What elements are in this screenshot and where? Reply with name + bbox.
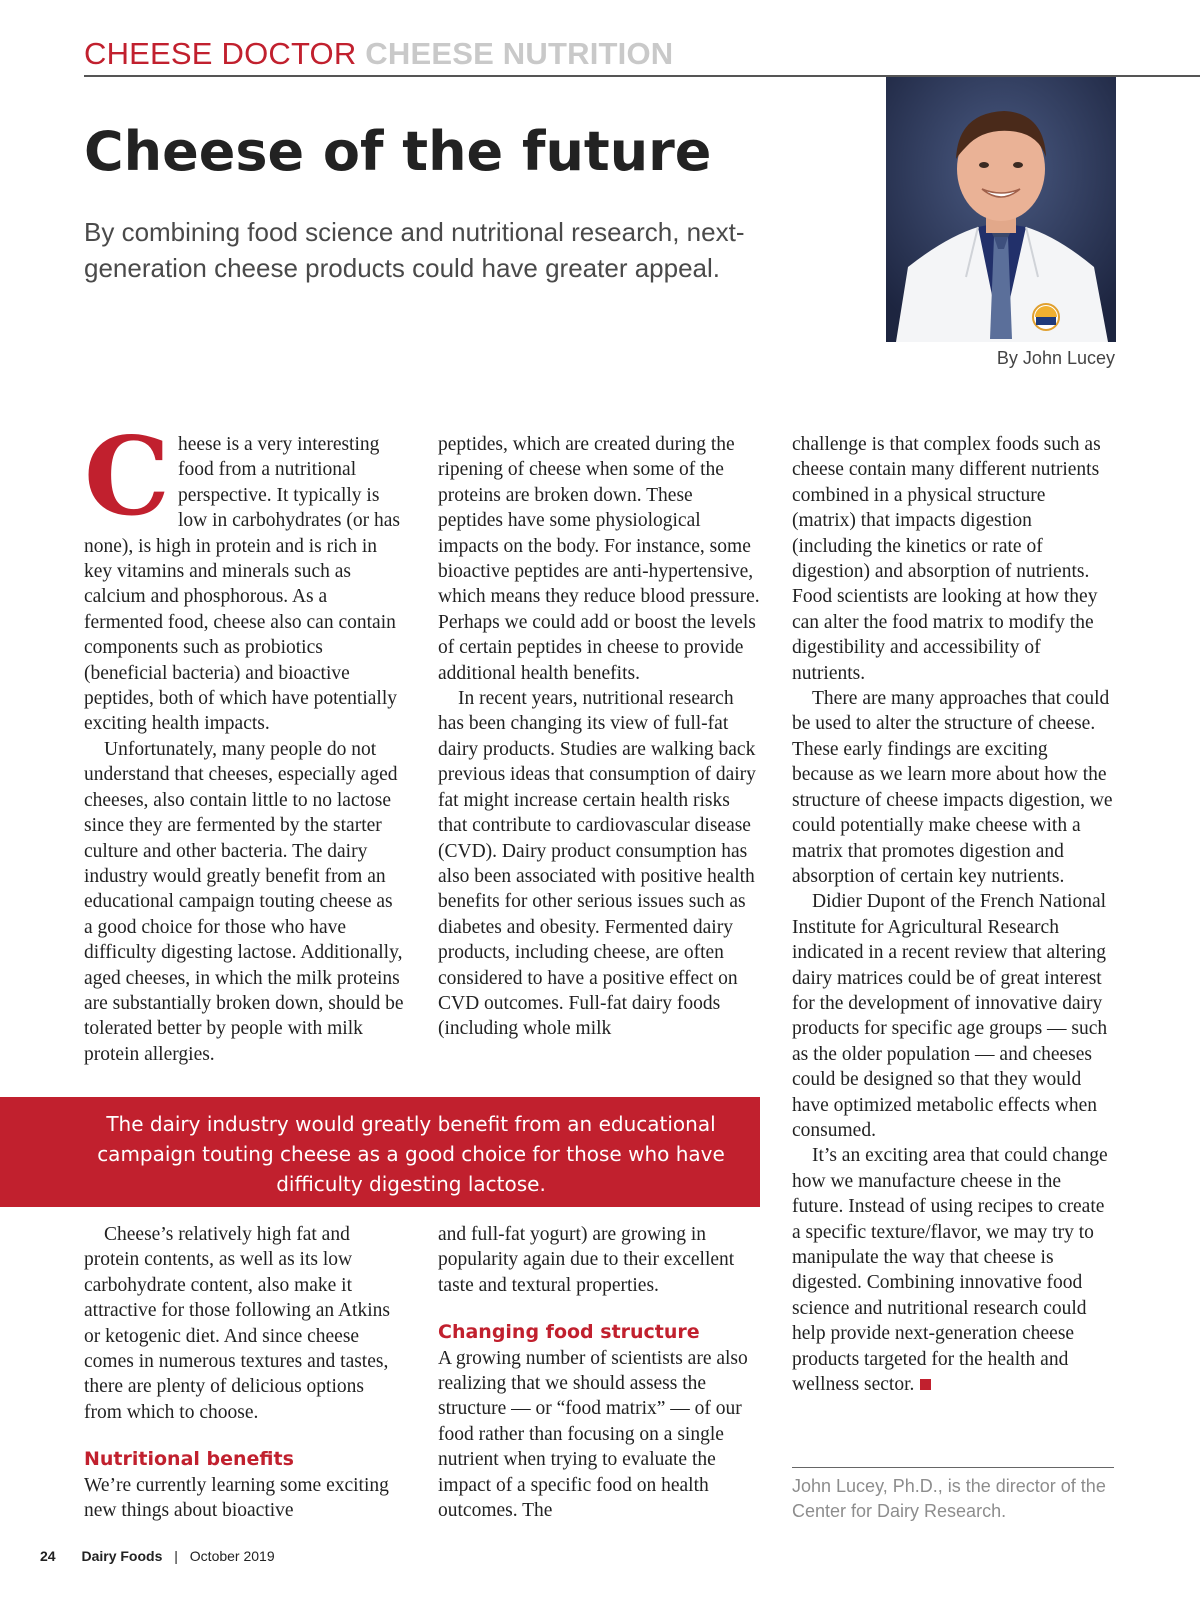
pull-quote-text: The dairy industry would greatly benefit from an educational campaign touting cheese as a good choice for those who have difficulty digesting lactose.	[97, 1112, 725, 1196]
author-portrait-image	[886, 77, 1116, 342]
paragraph-final	[792, 1143, 1114, 1397]
paragraph: Cheese’s relatively high fat and protein contents, as well as its low carbohydrate content, also make it attractive for those following an Atkins or ketogenic diet. And since cheese comes in numerous textures and tastes, there are plenty of delicious options from which to choose.	[84, 1224, 390, 1423]
paragraph: We’re currently learning some exciting new things about bioactive	[84, 1474, 389, 1522]
article-deck: By combining food science and nutritional research, next-generation cheese products could have greater appeal.	[84, 217, 745, 283]
article-title: Cheese of the future	[84, 120, 712, 183]
subheading-nutritional-benefits: Nutritional benefits	[84, 1448, 294, 1471]
column-1	[84, 414, 406, 1067]
byline: By John Lucey	[996, 348, 1115, 368]
author-photo	[886, 77, 1116, 342]
paragraph: In recent years, nutritional research has been changing its view of full-fat dairy products. Studies are walking back previous ideas that consumption of dairy fat might increase certain health risks that contribute to cardiovascular disease (CVD). Dairy product consumption has also been associated with positive health benefits for other serious issues such as diabetes and obesity. Fermented dairy products, including cheese, are often considered to have a positive effect on CVD outcomes. Full-fat dairy foods (including whole milk	[438, 688, 756, 1040]
paragraph: challenge is that complex foods such as cheese contain many different nutrients combined in a physical structure (matrix) that impacts digestion (including the kinetics or rate of digestion) and absorption of nutrients. Food scientists are looking at how they can alter the food matrix to modify the digestibility and accessibility of nutrients.	[792, 434, 1101, 684]
author-bio: John Lucey, Ph.D., is the director of the Center for Dairy Research.	[792, 1476, 1106, 1521]
magazine-name: Dairy Foods	[81, 1548, 163, 1564]
paragraph: and full-fat yogurt) are growing in popularity again due to their excellent taste and textural properties.	[438, 1224, 735, 1296]
column-2	[438, 432, 760, 1042]
subheading-changing-food-structure: Changing food structure	[438, 1321, 700, 1344]
section-primary: CHEESE DOCTOR	[84, 36, 357, 71]
column-3	[792, 432, 1114, 1397]
bio-rule	[792, 1467, 1114, 1468]
section-header	[84, 38, 673, 69]
page-number: 24	[40, 1548, 56, 1564]
footer-separator: |	[174, 1548, 178, 1564]
paragraph: Didier Dupont of the French National Institute for Agricultural Research indicated in a recent review that altering dairy matrices could be of great interest for the development of innovative dairy products for specific age groups — such as the older population — and cheeses could be designed so that they would have optimized metabolic effects when consumed.	[792, 891, 1108, 1141]
column-2-continued	[438, 1222, 760, 1523]
pull-quote	[0, 1097, 760, 1207]
end-mark-icon	[920, 1379, 931, 1390]
paragraph-final-text: It’s an exciting area that could change how we manufacture cheese in the future. Instead of using recipes to create a specific texture/flavor, we may try to manipulate the way that cheese is digested. Combining innovative food science and nutritional research could help provide next-generation cheese products targeted for the health and wellness sector.	[792, 1145, 1108, 1396]
paragraph: Unfortunately, many people do not understand that cheeses, especially aged cheeses, also contain little to no lactose since they are fermented by the starter culture and other bacteria. The dairy industry would greatly benefit from an educational campaign touting cheese as a good choice for those who have difficulty digesting lactose. Additionally, aged cheeses, in which the milk proteins are substantially broken down, should be tolerated better by people with milk protein allergies.	[84, 738, 404, 1065]
paragraph: A growing number of scientists are also realizing that we should assess the structure — or “food matrix” — of our food rather than focusing on a single nutrient when trying to evaluate the impact of a specific food on health outcomes. The	[438, 1347, 748, 1522]
issue-date: October 2019	[189, 1548, 275, 1564]
page-footer	[40, 1548, 275, 1564]
column-1-continued	[84, 1222, 406, 1523]
paragraph: heese is a very interesting food from a nutritional perspective. It typically is low in carbohydrates (or has none), is high in protein and is rich in key vitamins and minerals such as calcium and phosphorous. As a fermented food, cheese also can contain components such as probiotics (beneficial bacteria) and bioactive peptides, both of which have potentially exciting health impacts.	[84, 434, 400, 735]
section-secondary: CHEESE NUTRITION	[365, 36, 674, 71]
paragraph: There are many approaches that could be used to alter the structure of cheese. These early findings are exciting because as we learn more about how the structure of cheese impacts digestion, we could potentially make cheese with a matrix that promotes digestion and absorption of certain key nutrients.	[792, 688, 1113, 887]
paragraph: peptides, which are created during the ripening of cheese when some of the proteins are broken down. These peptides have some physiological impacts on the body. For instance, some bioactive peptides are anti-hypertensive, which means they reduce blood pressure. Perhaps we could add or boost the levels of certain peptides in cheese to provide additional health benefits.	[438, 434, 760, 684]
drop-cap: C	[84, 414, 170, 540]
